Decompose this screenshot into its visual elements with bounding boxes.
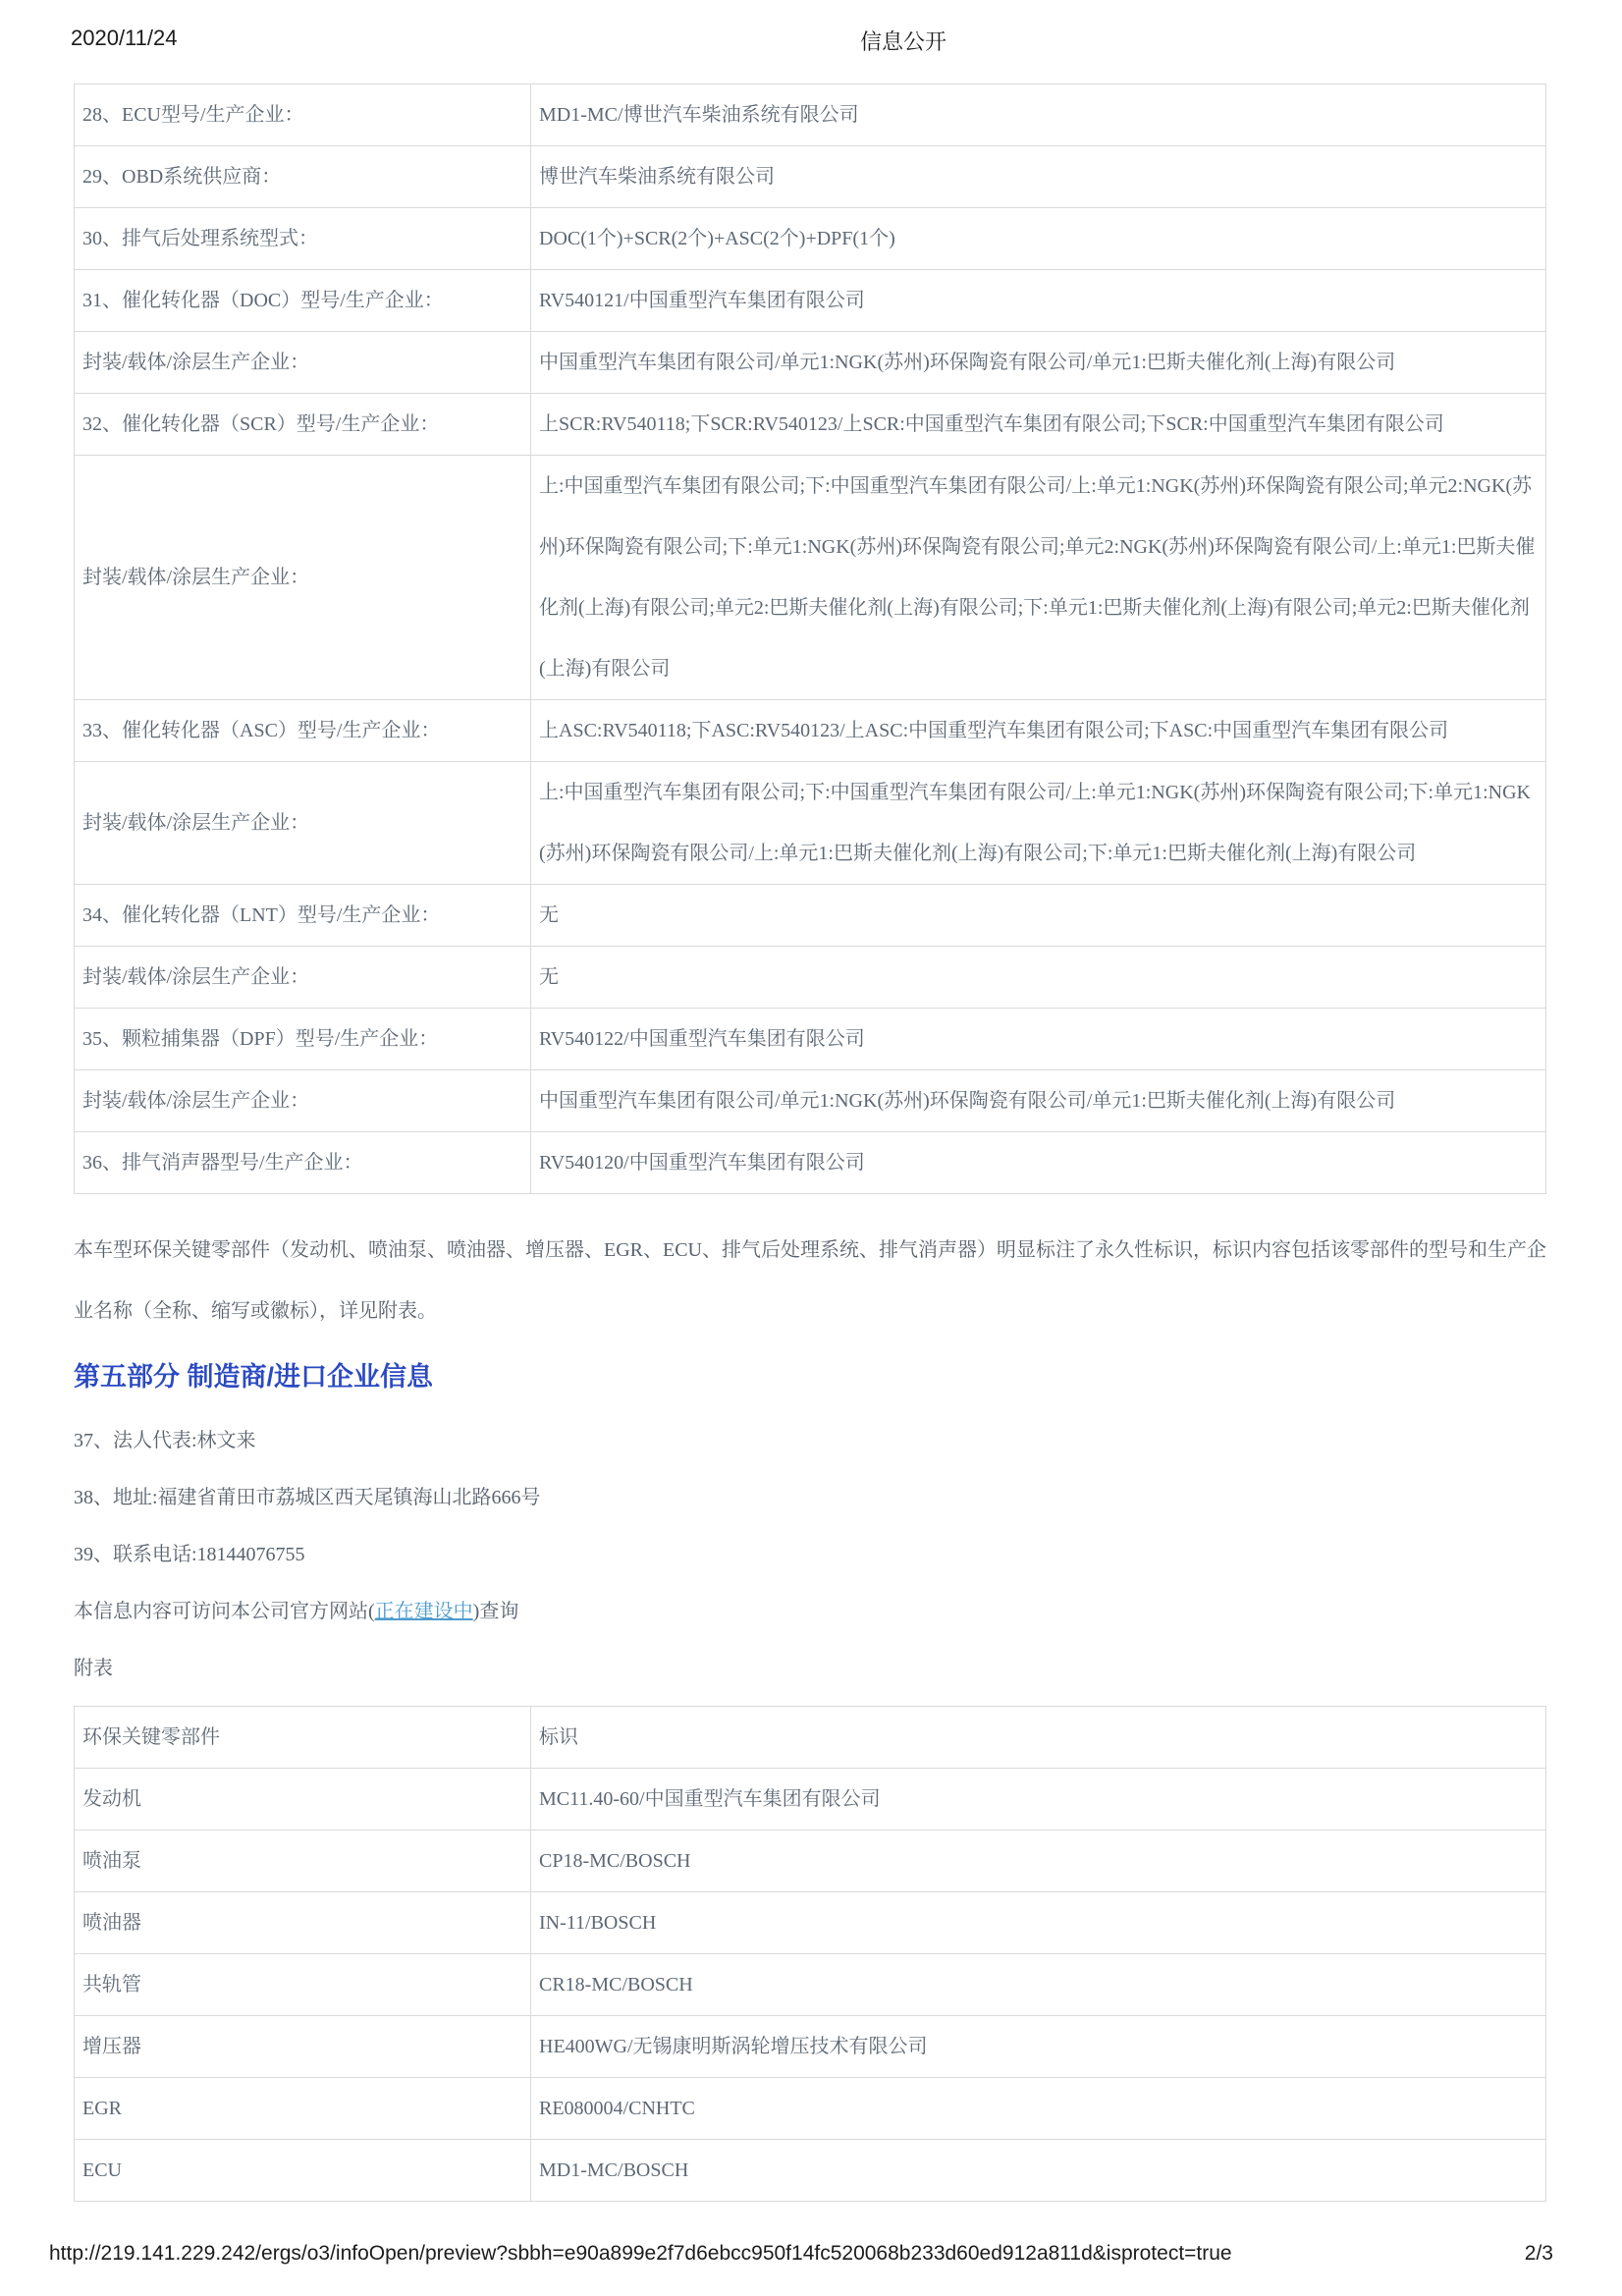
- table-row: [75, 332, 1546, 394]
- table-row: [75, 700, 1546, 762]
- print-header: [0, 26, 1622, 55]
- spec-row-value: 博世汽车柴油系统有限公司: [531, 146, 1546, 208]
- spec-row-value: RV540121/中国重型汽车集团有限公司: [531, 270, 1546, 332]
- page-number: 2/3: [1524, 2242, 1553, 2265]
- spec-row-label: 31、催化转化器（DOC）型号/生产企业：: [75, 270, 531, 332]
- table-row: [75, 84, 1546, 146]
- attachment-row-mark: HE400WG/无锡康明斯涡轮增压技术有限公司: [531, 2016, 1546, 2078]
- print-footer: [0, 2242, 1622, 2269]
- document-content: [74, 83, 1546, 2202]
- spec-row-label: 封装/载体/涂层生产企业：: [75, 762, 531, 885]
- spec-row-label: 封装/载体/涂层生产企业：: [75, 332, 531, 394]
- attachment-row-mark: RE080004/CNHTC: [531, 2078, 1546, 2140]
- website-line-suffix: )查询: [472, 1601, 519, 1622]
- spec-row-label: 34、催化转化器（LNT）型号/生产企业：: [75, 885, 531, 947]
- spec-row-label: 封装/载体/涂层生产企业：: [75, 947, 531, 1009]
- print-date: 2020/11/24: [71, 26, 178, 50]
- info-item-legal-representative: 37、法人代表:林文来: [74, 1430, 256, 1451]
- spec-row-label: 封装/载体/涂层生产企业：: [75, 456, 531, 700]
- attachment-label: 附表: [74, 1658, 113, 1679]
- table-row: [75, 1070, 1546, 1132]
- table-row: [75, 1009, 1546, 1070]
- spec-row-label: 32、催化转化器（SCR）型号/生产企业：: [75, 394, 531, 456]
- attachment-col-mark: 标识: [531, 1707, 1546, 1769]
- info-item-address: 38、地址:福建省莆田市荔城区西天尾镇海山北路666号: [74, 1487, 541, 1508]
- table-row: [75, 762, 1546, 885]
- spec-row-value: 上SCR:RV540118;下SCR:RV540123/上SCR:中国重型汽车集团有限公司;下SCR:中国重型汽车集团有限公司: [531, 394, 1546, 456]
- table-row: [75, 2140, 1546, 2202]
- spec-row-label: 28、ECU型号/生产企业：: [75, 84, 531, 146]
- attachment-row-mark: MD1-MC/BOSCH: [531, 2140, 1546, 2202]
- website-link[interactable]: 正在建设中: [374, 1601, 473, 1622]
- table-row: [75, 885, 1546, 947]
- table-row: [75, 1831, 1546, 1892]
- spec-row-value: MD1-MC/博世汽车柴油系统有限公司: [531, 84, 1546, 146]
- spec-row-value: 上:中国重型汽车集团有限公司;下:中国重型汽车集团有限公司/上:单元1:NGK(苏州)环保陶瓷有限公司;下:单元1:NGK(苏州)环保陶瓷有限公司/上:单元1:巴斯夫催化剂(上海)有限公司;下:单元1:巴斯夫催化剂(上海)有限公司: [531, 762, 1546, 885]
- attachment-row-mark: MC11.40-60/中国重型汽车集团有限公司: [531, 1769, 1546, 1831]
- website-line: [74, 1598, 1546, 1625]
- spec-row-value: RV540122/中国重型汽车集团有限公司: [531, 1009, 1546, 1070]
- spec-row-value: DOC(1个)+SCR(2个)+ASC(2个)+DPF(1个): [531, 208, 1546, 270]
- table-row: [75, 1132, 1546, 1194]
- spec-row-label: 30、排气后处理系统型式：: [75, 208, 531, 270]
- spec-row-value: 上ASC:RV540118;下ASC:RV540123/上ASC:中国重型汽车集团有限公司;下ASC:中国重型汽车集团有限公司: [531, 700, 1546, 762]
- spec-row-label: 封装/载体/涂层生产企业：: [75, 1070, 531, 1132]
- attachment-col-part: 环保关键零部件: [75, 1707, 531, 1769]
- spec-row-value: 中国重型汽车集团有限公司/单元1:NGK(苏州)环保陶瓷有限公司/单元1:巴斯夫催化剂(上海)有限公司: [531, 1070, 1546, 1132]
- spec-row-value: 中国重型汽车集团有限公司/单元1:NGK(苏州)环保陶瓷有限公司/单元1:巴斯夫催化剂(上海)有限公司: [531, 332, 1546, 394]
- attachment-header-row: [75, 1707, 1546, 1769]
- attachment-row-part: EGR: [75, 2078, 531, 2140]
- attachment-row-part: ECU: [75, 2140, 531, 2202]
- table-row: [75, 394, 1546, 456]
- table-row: [75, 270, 1546, 332]
- spec-row-label: 29、OBD系统供应商：: [75, 146, 531, 208]
- info-item-phone: 39、联系电话:18144076755: [74, 1544, 305, 1565]
- attachment-row-part: 发动机: [75, 1769, 531, 1831]
- spec-row-label: 36、排气消声器型号/生产企业：: [75, 1132, 531, 1194]
- table-row: [75, 208, 1546, 270]
- table-row: [75, 1954, 1546, 2016]
- spec-table: [74, 83, 1546, 1194]
- spec-row-value: 上:中国重型汽车集团有限公司;下:中国重型汽车集团有限公司/上:单元1:NGK(苏州)环保陶瓷有限公司;单元2:NGK(苏州)环保陶瓷有限公司;下:单元1:NGK(苏州)环保陶瓷有限公司;单元2:NGK(苏州)环保陶瓷有限公司/上:单元1:巴斯夫催化剂(上海)有限公司;单元2:巴斯夫催化剂(上海)有限公司;下:单元1:巴斯夫催化剂(上海)有限公司;单元2:巴斯夫催化剂(上海)有限公司: [531, 456, 1546, 700]
- notes-paragraph: 本车型环保关键零部件（发动机、喷油泵、喷油器、增压器、EGR、ECU、排气后处理系统、排气消声器）明显标注了永久性标识，标识内容包括该零部件的型号和生产企业名称（全称、缩写或徽标），详见附表。: [74, 1239, 1546, 1322]
- table-row: [75, 456, 1546, 700]
- table-row: [75, 947, 1546, 1009]
- spec-row-value: 无: [531, 885, 1546, 947]
- spec-row-value: 无: [531, 947, 1546, 1009]
- print-title: 信息公开: [859, 29, 947, 54]
- section-heading: 第五部分 制造商/进口企业信息: [74, 1362, 434, 1392]
- spec-row-label: 35、颗粒捕集器（DPF）型号/生产企业：: [75, 1009, 531, 1070]
- table-row: [75, 2078, 1546, 2140]
- attachment-row-part: 喷油器: [75, 1892, 531, 1954]
- website-line-prefix: 本信息内容可访问本公司官方网站(: [74, 1601, 375, 1622]
- table-row: [75, 2016, 1546, 2078]
- attachment-row-part: 增压器: [75, 2016, 531, 2078]
- spec-row-label: 33、催化转化器（ASC）型号/生产企业：: [75, 700, 531, 762]
- footer-url: http://219.141.229.242/ergs/o3/infoOpen/preview?sbbh=e90a899e2f7d6ebcc950f14fc520068b233d60ed912a811d&isprotect=true: [49, 2242, 1232, 2265]
- spec-row-value: RV540120/中国重型汽车集团有限公司: [531, 1132, 1546, 1194]
- attachment-row-mark: CR18-MC/BOSCH: [531, 1954, 1546, 2016]
- attachment-row-part: 喷油泵: [75, 1831, 531, 1892]
- attachment-row-mark: IN-11/BOSCH: [531, 1892, 1546, 1954]
- attachment-row-part: 共轨管: [75, 1954, 531, 2016]
- table-row: [75, 1769, 1546, 1831]
- attachment-row-mark: CP18-MC/BOSCH: [531, 1831, 1546, 1892]
- table-row: [75, 1892, 1546, 1954]
- attachment-table: [74, 1706, 1546, 2202]
- table-row: [75, 146, 1546, 208]
